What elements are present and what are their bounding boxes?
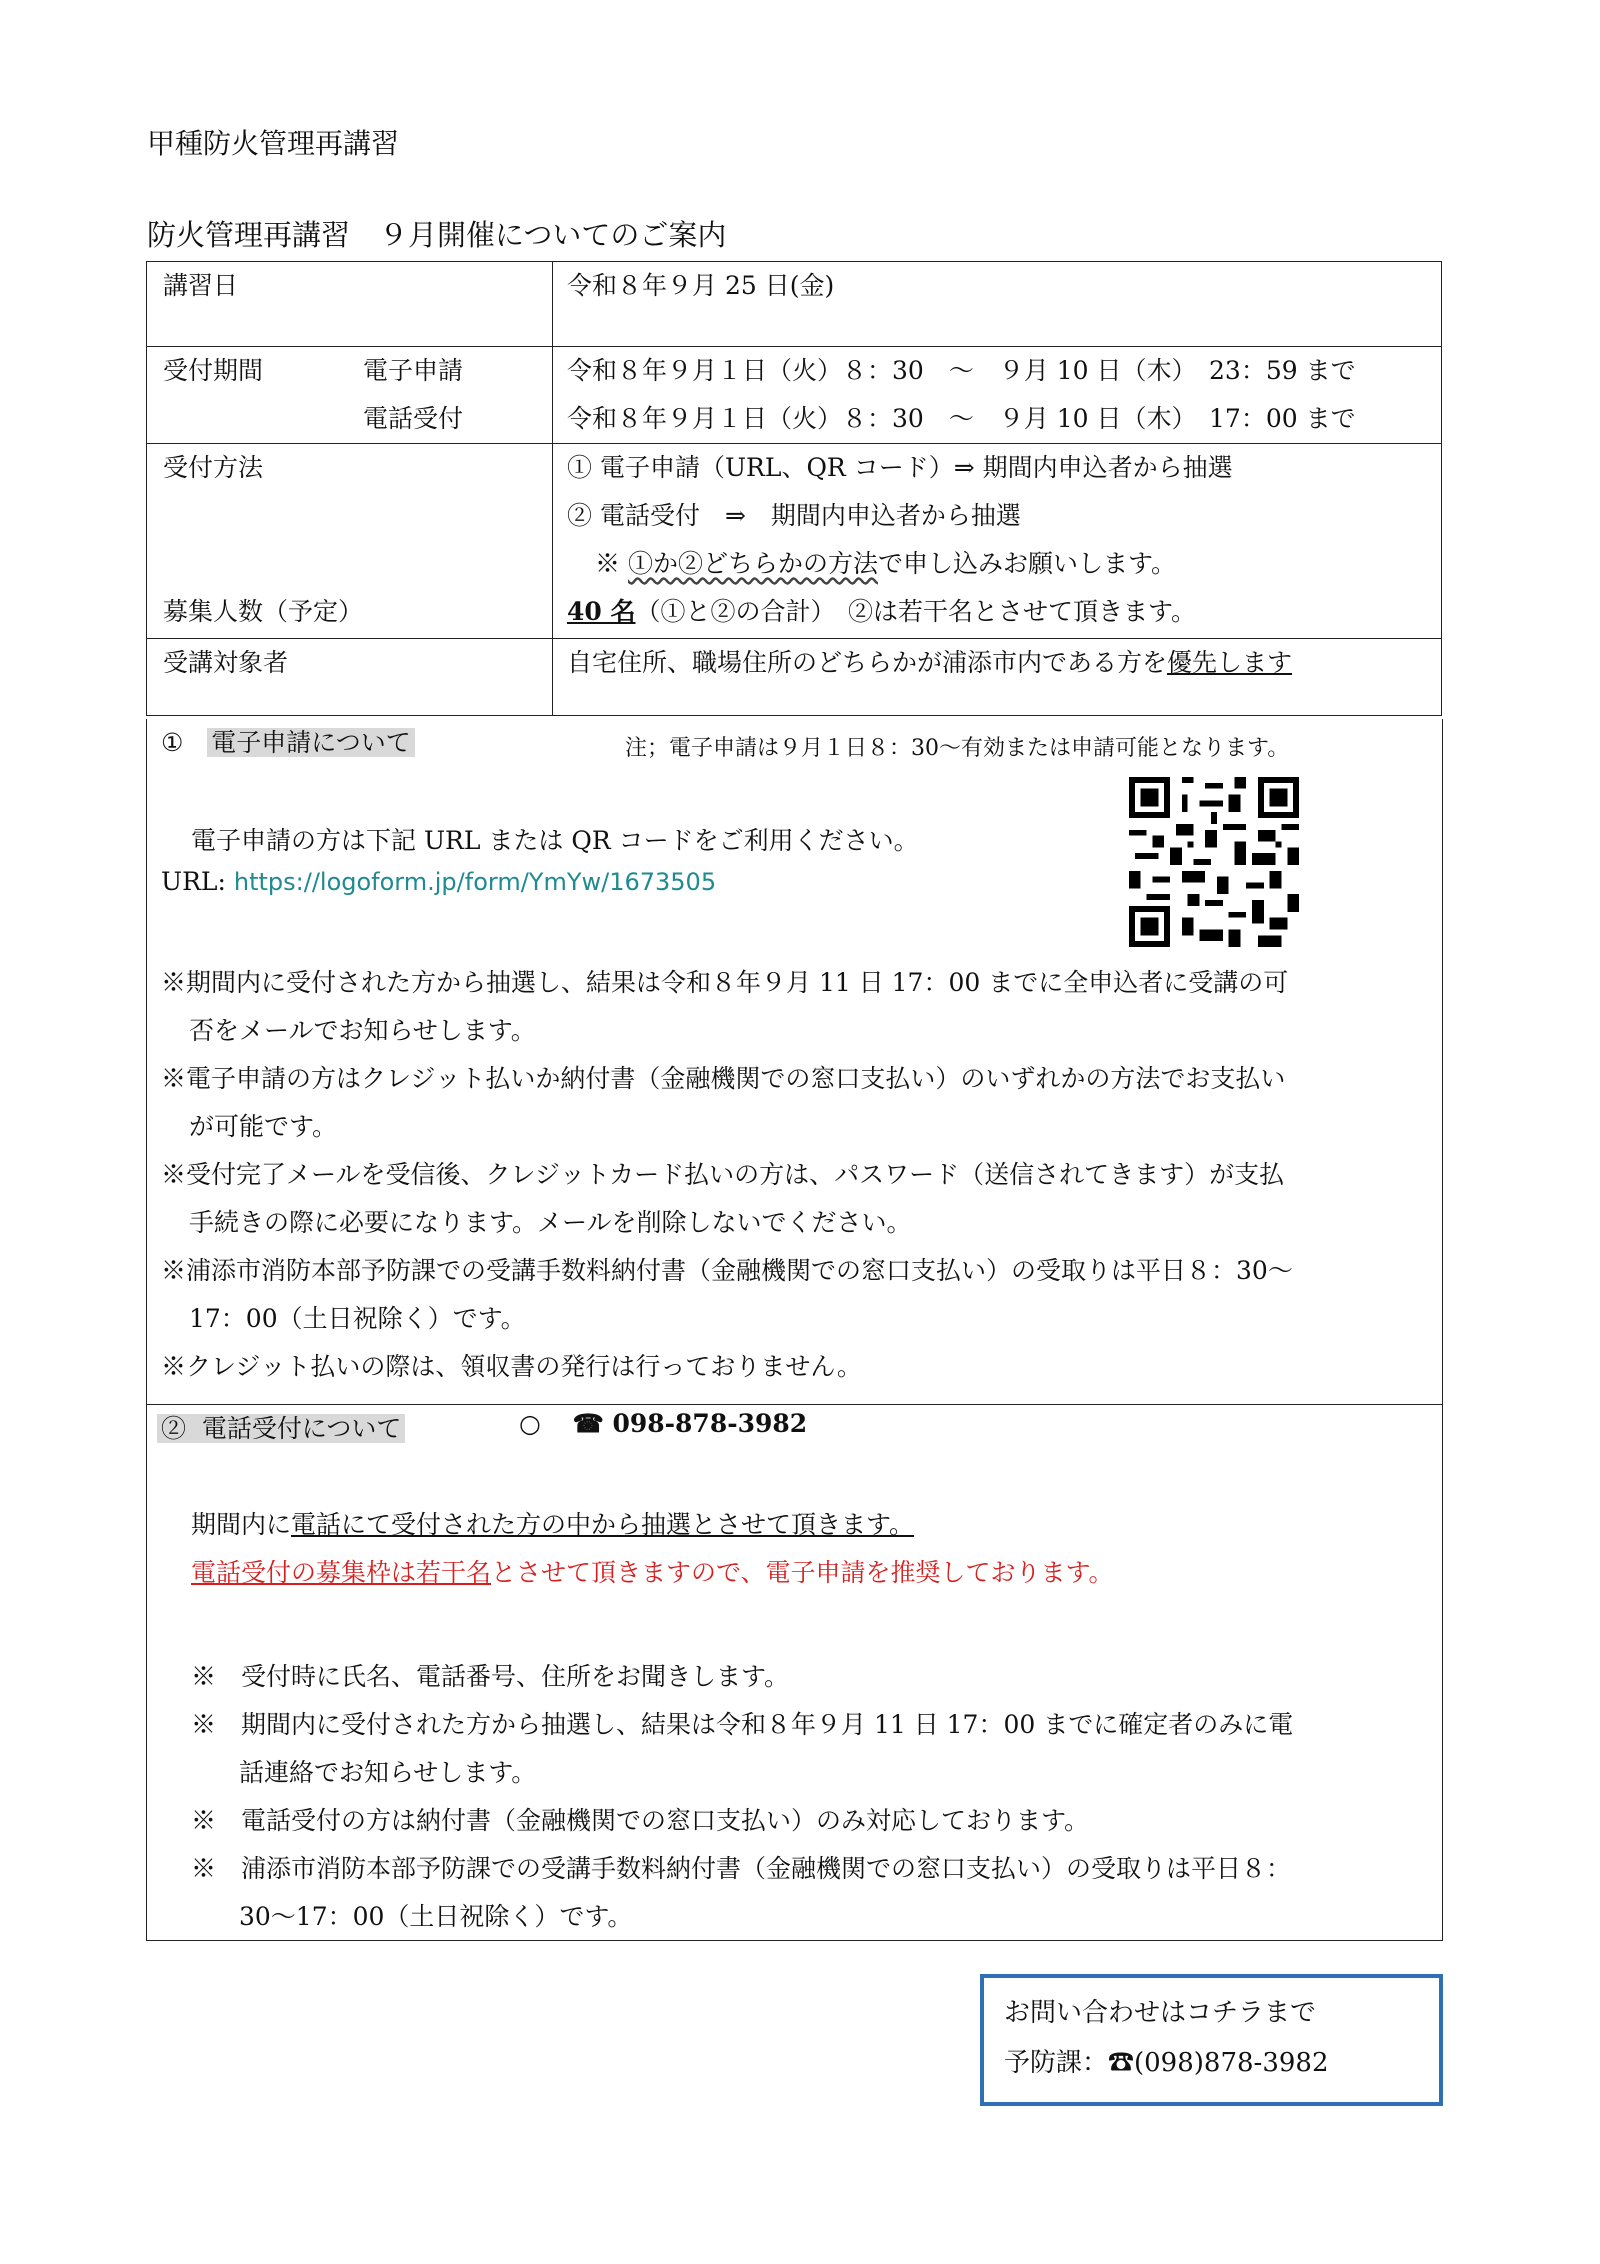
document-title: 甲種防火管理再講習 <box>147 127 400 160</box>
phone-note-4b: 30～17：00（土日祝除く）です。 <box>239 1902 633 1931</box>
url-label: URL: <box>161 867 234 896</box>
electronic-heading: ① 電子申請について <box>161 723 415 759</box>
electronic-note-1b: 否をメールでお知らせします。 <box>189 1016 536 1045</box>
electronic-note-4b: 17：00（土日祝除く）です。 <box>189 1304 526 1333</box>
capacity-label: 募集人数（予定） <box>163 597 364 626</box>
target-label: 受講対象者 <box>163 648 289 677</box>
application-url-link[interactable]: https://logoform.jp/form/YmYw/1673505 <box>233 868 717 896</box>
table-row-target <box>147 639 1442 716</box>
qr-code-icon[interactable] <box>1129 777 1299 947</box>
contact-line-1: お問い合わせはコチラまで <box>1004 1998 1317 2028</box>
phone-number-text: ☎ 098-878-3982 <box>572 1409 808 1438</box>
electronic-note-3a: ※受付完了メールを受信後、クレジットカード払いの方は、パスワード（送信されてきます）が支払 <box>161 1160 1285 1189</box>
phone-note-1: ※ 受付時に氏名、電話番号、住所をお聞きします。 <box>191 1662 790 1691</box>
electronic-note-2a: ※電子申請の方はクレジット払いか納付書（金融機関での窓口支払い）のいずれかの方法でお支払い <box>161 1064 1286 1093</box>
period-electronic-label: 電子申請 <box>363 356 464 385</box>
method-note: ※ ①か②どちらかの方法で申し込みお願いします。 <box>595 549 1176 578</box>
phone-note-3: ※ 電話受付の方は納付書（金融機関での窓口支払い）のみ対応しております。 <box>191 1806 1090 1835</box>
phone-section <box>146 1404 1443 1941</box>
phone-line-1: 期間内に電話にて受付された方の中から抽選とさせて頂きます。 <box>191 1510 915 1539</box>
electronic-notice: 注；電子申請は９月１日８：30～有効または申請可能となります。 <box>625 736 1290 761</box>
section-heading: 防火管理再講習 ９月開催についてのご案内 <box>147 218 727 252</box>
date-label: 講習日 <box>163 271 239 300</box>
target-value: 自宅住所、職場住所のどちらかが浦添市内である方を優先します <box>567 648 1293 677</box>
electronic-note-4a: ※浦添市消防本部予防課での受講手数料納付書（金融機関での窓口支払い）の受取りは平日８：30～ <box>161 1256 1293 1285</box>
period-phone-value: 令和８年９月１日（火）８：30 ～ ９月 10 日（木） 17：00 まで <box>567 404 1356 433</box>
phone-number[interactable] <box>519 1409 807 1438</box>
phone-note-2b: 話連絡でお知らせします。 <box>239 1758 537 1787</box>
url-line <box>161 867 716 896</box>
info-table <box>146 261 1442 716</box>
electronic-note-1a: ※期間内に受付された方から抽選し、結果は令和８年９月 11 日 17：00 までに全申込者に受講の可 <box>161 968 1289 997</box>
electronic-note-5: ※クレジット払いの際は、領収書の発行は行っておりません。 <box>161 1352 862 1381</box>
phone-note-4a: ※ 浦添市消防本部予防課での受講手数料納付書（金融機関での窓口支払い）の受取りは平日８： <box>191 1854 1292 1883</box>
period-electronic-value: 令和８年９月１日（火）８：30 ～ ９月 10 日（木） 23：59 まで <box>567 356 1356 385</box>
period-phone-label: 電話受付 <box>363 404 464 433</box>
method-note-emphasis: ①か②どちらかの方法 <box>627 549 878 578</box>
phone-heading: ② 電話受付について <box>157 1409 405 1445</box>
table-row-period <box>147 347 1442 444</box>
date-value: 令和８年９月 25 日(金) <box>567 271 835 300</box>
phone-line-2: 電話受付の募集枠は若干名とさせて頂きますので、電子申請を推奨しております。 <box>191 1558 1114 1587</box>
electronic-intro: 電子申請の方は下記 URL または QR コードをご利用ください。 <box>191 826 919 855</box>
electronic-note-3b: 手続きの際に必要になります。メールを削除しないでください。 <box>189 1208 912 1237</box>
capacity-count: 40 名 <box>567 597 636 626</box>
electronic-note-2b: が可能です。 <box>189 1112 338 1141</box>
target-emphasis: 優先します <box>1167 648 1293 677</box>
method-label: 受付方法 <box>163 453 264 482</box>
table-row-date <box>147 262 1442 347</box>
method-option-1: ① 電子申請（URL、QR コード）⇒ 期間内申込者から抽選 <box>567 453 1233 482</box>
circle-mark: ○ <box>519 1409 541 1438</box>
period-label: 受付期間 <box>163 356 264 385</box>
phone-note-2a: ※ 期間内に受付された方から抽選し、結果は令和８年９月 11 日 17：00 までに確定者のみに電 <box>191 1710 1294 1739</box>
method-option-2: ② 電話受付 ⇒ 期間内申込者から抽選 <box>567 501 1021 530</box>
contact-box <box>980 1974 1443 2106</box>
table-row-method <box>147 444 1442 639</box>
electronic-section <box>146 719 1443 1405</box>
contact-phone[interactable]: 予防課：☎(098)878-3982 <box>1004 2048 1329 2078</box>
capacity-value: 40 名（①と②の合計） ②は若干名とさせて頂きます。 <box>567 597 1197 626</box>
